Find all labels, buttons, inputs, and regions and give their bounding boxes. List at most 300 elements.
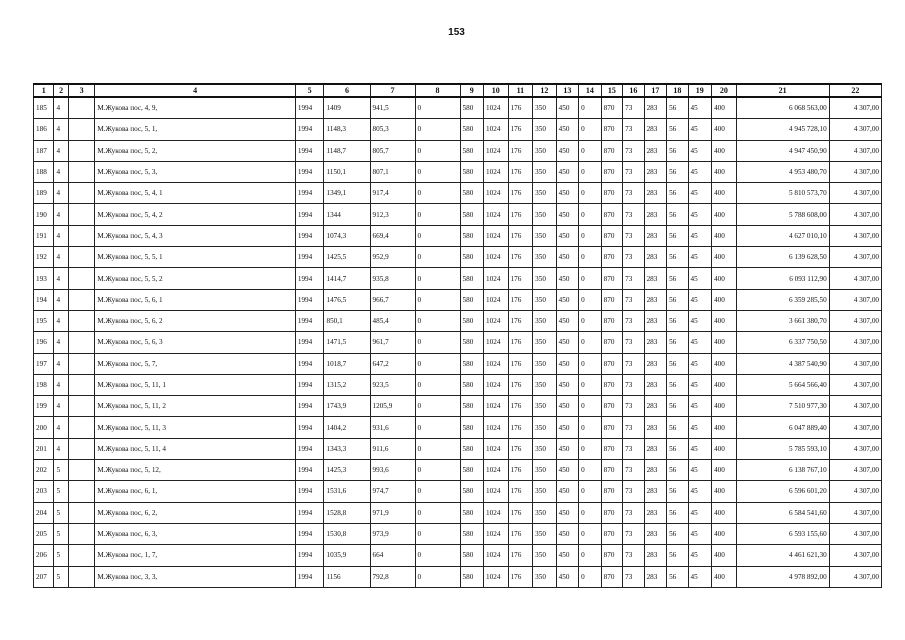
- table-cell: [68, 438, 95, 459]
- table-cell: 0: [415, 225, 460, 246]
- table-row: [34, 374, 882, 395]
- table-cell: 870: [601, 438, 622, 459]
- table-cell: 56: [667, 353, 688, 374]
- table-row: [34, 225, 882, 246]
- table-cell: 1531,6: [324, 481, 370, 502]
- table-cell: 6 359 285,50: [736, 289, 829, 310]
- table-cell: 190: [34, 204, 54, 225]
- table-cell: 283: [644, 332, 667, 353]
- table-cell: 1024: [484, 310, 509, 331]
- table-cell: 206: [34, 545, 54, 566]
- table-cell: 283: [644, 310, 667, 331]
- table-cell: М.Жукова пос, 1, 7,: [95, 545, 295, 566]
- table-cell: 1994: [295, 225, 324, 246]
- table-cell: 0: [415, 460, 460, 481]
- table-cell: М.Жукова пос, 4, 9,: [95, 97, 295, 119]
- table-cell: 56: [667, 523, 688, 544]
- table-cell: 450: [556, 481, 579, 502]
- table-cell: 176: [508, 523, 533, 544]
- table-cell: 400: [712, 332, 737, 353]
- table-cell: 56: [667, 119, 688, 140]
- table-cell: 56: [667, 225, 688, 246]
- table-cell: 4 307,00: [829, 289, 881, 310]
- table-cell: 664: [370, 545, 415, 566]
- column-header: 2: [54, 84, 68, 97]
- table-cell: 0: [415, 289, 460, 310]
- table-cell: 450: [556, 183, 579, 204]
- table-cell: 0: [415, 396, 460, 417]
- table-cell: 45: [688, 204, 712, 225]
- table-cell: 5 785 593,10: [736, 438, 829, 459]
- table-cell: 0: [415, 545, 460, 566]
- table-cell: 350: [533, 119, 557, 140]
- table-cell: 4 627 010,10: [736, 225, 829, 246]
- table-cell: 0: [415, 140, 460, 161]
- table-cell: 176: [508, 502, 533, 523]
- table-cell: 0: [579, 310, 602, 331]
- table-cell: 1024: [484, 97, 509, 119]
- table-cell: 73: [623, 566, 644, 587]
- table-cell: 1024: [484, 566, 509, 587]
- table-cell: 283: [644, 396, 667, 417]
- table-cell: 56: [667, 417, 688, 438]
- table-cell: 1414,7: [324, 268, 370, 289]
- table-cell: 647,2: [370, 353, 415, 374]
- table-cell: 0: [579, 481, 602, 502]
- table-cell: 350: [533, 417, 557, 438]
- table-cell: 807,1: [370, 161, 415, 182]
- table-cell: [68, 374, 95, 395]
- table-row: [34, 268, 882, 289]
- table-cell: 0: [415, 332, 460, 353]
- table-cell: 0: [579, 268, 602, 289]
- table-cell: 45: [688, 140, 712, 161]
- table-row: [34, 438, 882, 459]
- table-cell: 400: [712, 183, 737, 204]
- table-cell: 580: [460, 161, 484, 182]
- table-cell: М.Жукова пос, 5, 6, 2: [95, 310, 295, 331]
- table-cell: 400: [712, 140, 737, 161]
- table-cell: 400: [712, 161, 737, 182]
- table-cell: 450: [556, 97, 579, 119]
- table-cell: 0: [579, 140, 602, 161]
- table-cell: 0: [579, 374, 602, 395]
- table-row: [34, 417, 882, 438]
- table-cell: 192: [34, 247, 54, 268]
- table-cell: 4 307,00: [829, 502, 881, 523]
- table-cell: 1344: [324, 204, 370, 225]
- table-cell: 4: [54, 374, 68, 395]
- table-cell: 1024: [484, 268, 509, 289]
- table-cell: 205: [34, 523, 54, 544]
- table-cell: 73: [623, 161, 644, 182]
- table-cell: 0: [415, 119, 460, 140]
- table-cell: 73: [623, 310, 644, 331]
- table-cell: 4: [54, 438, 68, 459]
- table-cell: 1024: [484, 396, 509, 417]
- table-cell: [68, 97, 95, 119]
- table-cell: 0: [579, 97, 602, 119]
- table-cell: 4: [54, 310, 68, 331]
- table-cell: 1024: [484, 247, 509, 268]
- table-cell: 350: [533, 353, 557, 374]
- table-cell: 350: [533, 481, 557, 502]
- table-cell: 350: [533, 183, 557, 204]
- table-cell: 1425,5: [324, 247, 370, 268]
- table-cell: 186: [34, 119, 54, 140]
- table-cell: [68, 417, 95, 438]
- table-cell: М.Жукова пос, 6, 2,: [95, 502, 295, 523]
- table-cell: М.Жукова пос, 5, 4, 2: [95, 204, 295, 225]
- table-cell: 973,9: [370, 523, 415, 544]
- table-cell: 4 307,00: [829, 119, 881, 140]
- table-cell: 870: [601, 204, 622, 225]
- table-cell: 850,1: [324, 310, 370, 331]
- table-cell: 73: [623, 97, 644, 119]
- table-cell: 0: [415, 481, 460, 502]
- table-cell: 4 307,00: [829, 523, 881, 544]
- table-cell: М.Жукова пос, 5, 5, 1: [95, 247, 295, 268]
- table-cell: [68, 523, 95, 544]
- table-cell: 400: [712, 289, 737, 310]
- table-cell: 0: [579, 183, 602, 204]
- table-cell: 870: [601, 353, 622, 374]
- table-cell: 870: [601, 225, 622, 246]
- table-cell: 4 307,00: [829, 417, 881, 438]
- table-cell: 870: [601, 396, 622, 417]
- table-cell: 6 047 889,40: [736, 417, 829, 438]
- table-cell: 1404,2: [324, 417, 370, 438]
- table-cell: 6 139 628,50: [736, 247, 829, 268]
- table-cell: 176: [508, 310, 533, 331]
- table-cell: 4 307,00: [829, 204, 881, 225]
- table-cell: 1994: [295, 523, 324, 544]
- table-cell: 870: [601, 332, 622, 353]
- table-cell: 176: [508, 566, 533, 587]
- table-cell: 1024: [484, 523, 509, 544]
- table-cell: 283: [644, 523, 667, 544]
- table-cell: [68, 502, 95, 523]
- table-row: [34, 566, 882, 587]
- table-cell: 45: [688, 310, 712, 331]
- column-header: 8: [415, 84, 460, 97]
- column-header: 20: [712, 84, 737, 97]
- table-cell: 1994: [295, 183, 324, 204]
- table-cell: 283: [644, 289, 667, 310]
- table-cell: 176: [508, 353, 533, 374]
- table-cell: 283: [644, 140, 667, 161]
- table-cell: 400: [712, 438, 737, 459]
- table-cell: 450: [556, 247, 579, 268]
- table-cell: 870: [601, 481, 622, 502]
- table-cell: 1074,3: [324, 225, 370, 246]
- table-cell: 941,5: [370, 97, 415, 119]
- table-cell: М.Жукова пос, 6, 1,: [95, 481, 295, 502]
- table-cell: 580: [460, 332, 484, 353]
- table-cell: 4 307,00: [829, 140, 881, 161]
- table-cell: 580: [460, 268, 484, 289]
- table-cell: 1994: [295, 566, 324, 587]
- table-body: [34, 97, 882, 587]
- table-cell: М.Жукова пос, 5, 7,: [95, 353, 295, 374]
- table-cell: 350: [533, 502, 557, 523]
- table-cell: 350: [533, 97, 557, 119]
- table-cell: 1409: [324, 97, 370, 119]
- table-cell: 4 953 480,70: [736, 161, 829, 182]
- column-header: 19: [688, 84, 712, 97]
- table-cell: 283: [644, 161, 667, 182]
- table-cell: 176: [508, 183, 533, 204]
- table-cell: 0: [579, 332, 602, 353]
- table-cell: 0: [579, 396, 602, 417]
- table-cell: 1994: [295, 289, 324, 310]
- table-cell: [68, 119, 95, 140]
- table-cell: 56: [667, 161, 688, 182]
- table-row: [34, 353, 882, 374]
- table-cell: 283: [644, 225, 667, 246]
- table-cell: 1024: [484, 225, 509, 246]
- table-cell: 187: [34, 140, 54, 161]
- table-cell: 73: [623, 140, 644, 161]
- column-header: 12: [533, 84, 557, 97]
- table-cell: 870: [601, 289, 622, 310]
- table-cell: 4 307,00: [829, 225, 881, 246]
- table-cell: 0: [415, 247, 460, 268]
- table-cell: 400: [712, 523, 737, 544]
- table-cell: 870: [601, 374, 622, 395]
- table-cell: 580: [460, 310, 484, 331]
- table-cell: 870: [601, 97, 622, 119]
- table-cell: 45: [688, 332, 712, 353]
- table-cell: [68, 396, 95, 417]
- table-cell: 56: [667, 183, 688, 204]
- table-cell: 1994: [295, 438, 324, 459]
- table-cell: 580: [460, 97, 484, 119]
- table-cell: 45: [688, 247, 712, 268]
- table-cell: 485,4: [370, 310, 415, 331]
- table-cell: 923,5: [370, 374, 415, 395]
- table-cell: [68, 183, 95, 204]
- table-cell: 4: [54, 97, 68, 119]
- table-cell: 1024: [484, 502, 509, 523]
- table-cell: [68, 353, 95, 374]
- table-cell: 4: [54, 417, 68, 438]
- table-cell: 283: [644, 353, 667, 374]
- column-header: 3: [68, 84, 95, 97]
- table-cell: 4 307,00: [829, 183, 881, 204]
- table-cell: 0: [579, 161, 602, 182]
- table-row: [34, 396, 882, 417]
- table-cell: 0: [579, 460, 602, 481]
- table-cell: 870: [601, 310, 622, 331]
- table-cell: 5 788 608,00: [736, 204, 829, 225]
- table-cell: 350: [533, 247, 557, 268]
- table-cell: 283: [644, 183, 667, 204]
- column-header: 21: [736, 84, 829, 97]
- table-cell: 283: [644, 438, 667, 459]
- table-cell: 56: [667, 204, 688, 225]
- table-cell: 176: [508, 289, 533, 310]
- table-cell: 1471,5: [324, 332, 370, 353]
- table-cell: 350: [533, 332, 557, 353]
- table-cell: 45: [688, 417, 712, 438]
- column-header: 11: [508, 84, 533, 97]
- table-cell: 7 510 977,30: [736, 396, 829, 417]
- table-cell: 400: [712, 481, 737, 502]
- table-cell: 400: [712, 225, 737, 246]
- table-cell: 56: [667, 502, 688, 523]
- table-cell: 193: [34, 268, 54, 289]
- column-header: 17: [644, 84, 667, 97]
- table-cell: 0: [579, 566, 602, 587]
- table-cell: 450: [556, 225, 579, 246]
- table-cell: 4: [54, 247, 68, 268]
- table-cell: 1148,3: [324, 119, 370, 140]
- table-cell: 188: [34, 161, 54, 182]
- table-cell: 5 810 573,70: [736, 183, 829, 204]
- table-cell: 45: [688, 374, 712, 395]
- table-cell: 805,7: [370, 140, 415, 161]
- table-cell: [68, 332, 95, 353]
- table-cell: 45: [688, 97, 712, 119]
- table-cell: 56: [667, 374, 688, 395]
- table-cell: 199: [34, 396, 54, 417]
- table-cell: 1994: [295, 140, 324, 161]
- table-cell: 283: [644, 247, 667, 268]
- table-cell: 0: [579, 502, 602, 523]
- table-cell: 1994: [295, 396, 324, 417]
- table-cell: 185: [34, 97, 54, 119]
- table-cell: 966,7: [370, 289, 415, 310]
- table-cell: 4 307,00: [829, 438, 881, 459]
- table-row: [34, 161, 882, 182]
- table-cell: 176: [508, 140, 533, 161]
- table-cell: 73: [623, 502, 644, 523]
- table-cell: 6 093 112,90: [736, 268, 829, 289]
- table-cell: 0: [579, 225, 602, 246]
- table-cell: 283: [644, 460, 667, 481]
- table-cell: 45: [688, 481, 712, 502]
- table-cell: 580: [460, 545, 484, 566]
- table-cell: 56: [667, 460, 688, 481]
- table-cell: 1528,8: [324, 502, 370, 523]
- table-cell: 191: [34, 225, 54, 246]
- table-cell: 56: [667, 268, 688, 289]
- table-cell: 400: [712, 417, 737, 438]
- table-cell: 4: [54, 353, 68, 374]
- table-cell: 1349,1: [324, 183, 370, 204]
- table-cell: 1024: [484, 545, 509, 566]
- table-cell: 4 307,00: [829, 460, 881, 481]
- table-cell: 1148,7: [324, 140, 370, 161]
- table-cell: 4: [54, 140, 68, 161]
- table-cell: 45: [688, 502, 712, 523]
- table-cell: М.Жукова пос, 5, 3,: [95, 161, 295, 182]
- table-cell: 400: [712, 310, 737, 331]
- table-cell: 1743,9: [324, 396, 370, 417]
- table-cell: 283: [644, 481, 667, 502]
- table-cell: 176: [508, 204, 533, 225]
- table-cell: 350: [533, 289, 557, 310]
- table-cell: 974,7: [370, 481, 415, 502]
- table-cell: 56: [667, 332, 688, 353]
- table-row: [34, 523, 882, 544]
- column-header: 22: [829, 84, 881, 97]
- table-cell: 792,8: [370, 566, 415, 587]
- table-cell: [68, 225, 95, 246]
- table-cell: 1425,3: [324, 460, 370, 481]
- table-row: [34, 502, 882, 523]
- table-cell: 4 307,00: [829, 310, 881, 331]
- table-cell: 204: [34, 502, 54, 523]
- table-cell: 45: [688, 523, 712, 544]
- table-row: [34, 140, 882, 161]
- table-cell: 870: [601, 140, 622, 161]
- table-cell: 73: [623, 353, 644, 374]
- table-cell: М.Жукова пос, 5, 5, 2: [95, 268, 295, 289]
- table-cell: 350: [533, 140, 557, 161]
- table-cell: 0: [415, 204, 460, 225]
- table-cell: 4 307,00: [829, 566, 881, 587]
- table-cell: 73: [623, 438, 644, 459]
- table-cell: 450: [556, 374, 579, 395]
- table-cell: 450: [556, 523, 579, 544]
- table-cell: 73: [623, 183, 644, 204]
- table-cell: 580: [460, 417, 484, 438]
- table-cell: 669,4: [370, 225, 415, 246]
- table-cell: 350: [533, 161, 557, 182]
- table-cell: 4: [54, 183, 68, 204]
- table-cell: 4: [54, 332, 68, 353]
- table-cell: 196: [34, 332, 54, 353]
- table-cell: 73: [623, 545, 644, 566]
- table-cell: 3 661 380,70: [736, 310, 829, 331]
- table-cell: 176: [508, 438, 533, 459]
- table-cell: 6 584 541,60: [736, 502, 829, 523]
- table-cell: 73: [623, 289, 644, 310]
- table-cell: 4 307,00: [829, 247, 881, 268]
- table-cell: 4 307,00: [829, 374, 881, 395]
- table-cell: 0: [579, 247, 602, 268]
- table-cell: 176: [508, 247, 533, 268]
- table-cell: 1150,1: [324, 161, 370, 182]
- table-cell: 4: [54, 225, 68, 246]
- table-cell: 4: [54, 289, 68, 310]
- table-cell: 450: [556, 460, 579, 481]
- table-cell: 0: [415, 161, 460, 182]
- table-cell: 56: [667, 247, 688, 268]
- table-cell: 201: [34, 438, 54, 459]
- table-cell: 350: [533, 396, 557, 417]
- table-cell: 580: [460, 140, 484, 161]
- table-cell: 6 593 155,60: [736, 523, 829, 544]
- table-cell: 350: [533, 438, 557, 459]
- page-number: 153: [448, 27, 465, 38]
- table-cell: 993,6: [370, 460, 415, 481]
- table-cell: 176: [508, 161, 533, 182]
- table-row: [34, 460, 882, 481]
- table-cell: 1994: [295, 481, 324, 502]
- table-cell: 6 138 767,10: [736, 460, 829, 481]
- register-table: [33, 83, 882, 588]
- table-cell: 952,9: [370, 247, 415, 268]
- table-cell: 400: [712, 396, 737, 417]
- table-cell: 73: [623, 460, 644, 481]
- table-cell: 45: [688, 183, 712, 204]
- table-cell: 1994: [295, 119, 324, 140]
- table-cell: 1994: [295, 417, 324, 438]
- table-cell: 580: [460, 502, 484, 523]
